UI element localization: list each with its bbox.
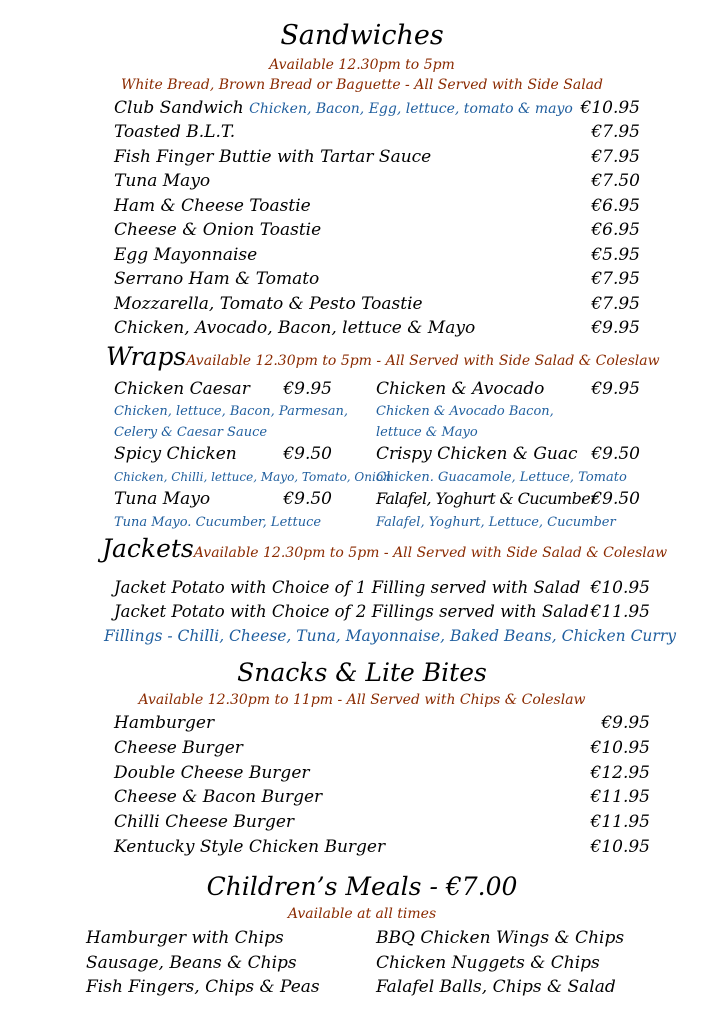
menu-item-price: €7.95 — [591, 122, 640, 142]
childrens-item: Sausage, Beans & Chips — [86, 953, 297, 973]
menu-item-price: €5.95 — [591, 244, 640, 265]
wrap-item-desc: Chicken. Guacamole, Lettuce, Tomato — [376, 470, 627, 485]
wrap-item-desc: Chicken, lettuce, Bacon, Parmesan, — [114, 404, 348, 419]
menu-item-name: Tuna Mayo — [114, 171, 211, 191]
jackets-note: Available 12.30pm to 5pm - All Served with Side Salad & Coleslaw — [193, 545, 668, 561]
wrap-item-desc: lettuce & Mayo — [376, 425, 478, 440]
menu-item-name: Egg Mayonnaise — [114, 244, 258, 265]
menu-item-name: Cheese & Onion Toastie — [114, 220, 322, 240]
menu-item-price: €7.50 — [591, 171, 640, 191]
menu-item-club-sandwich — [114, 98, 573, 118]
wrap-item-price: €9.50 — [283, 444, 332, 464]
wrap-item-name: Chicken Caesar — [114, 379, 250, 399]
wrap-item-name: Crispy Chicken & Guac — [376, 444, 578, 464]
wrap-item-desc: Chicken, Chilli, lettuce, Mayo, Tomato, Onion — [114, 470, 391, 484]
menu-item-price: €10.95 — [590, 837, 650, 857]
wrap-item-name: Tuna Mayo — [114, 489, 211, 509]
wrap-item-price: €9.95 — [591, 379, 640, 399]
childrens-item: Hamburger with Chips — [86, 928, 284, 948]
menu-item-name: Kentucky Style Chicken Burger — [114, 837, 386, 857]
jacket-item-name: Jacket Potato with Choice of 1 Filling served with Salad — [114, 578, 581, 597]
wraps-note: Available 12.30pm to 5pm - All Served with Side Salad & Coleslaw — [186, 353, 660, 369]
childrens-item: BBQ Chicken Wings & Chips — [376, 928, 625, 948]
menu-item-name: Chicken, Avocado, Bacon, lettuce & Mayo — [114, 318, 476, 338]
wrap-item-price: €9.95 — [283, 379, 332, 399]
wrap-item-desc: Falafel, Yoghurt, Lettuce, Cucumber — [376, 515, 616, 530]
menu-item-name: Serrano Ham & Tomato — [114, 269, 320, 289]
childrens-item: Fish Fingers, Chips & Peas — [86, 977, 320, 997]
jacket-item-price: €11.95 — [590, 602, 650, 622]
menu-item-price: €6.95 — [591, 195, 640, 216]
snacks-title: Snacks & Lite Bites — [237, 658, 487, 687]
menu-item-name: Fish Finger Buttie with Tartar Sauce — [114, 146, 432, 167]
wrap-item-name: Spicy Chicken — [114, 444, 237, 464]
menu-item-price: €7.95 — [591, 269, 640, 289]
jacket-item-name: Jacket Potato with Choice of 2 Fillings served with Salad — [114, 602, 589, 621]
sandwiches-availability: Available 12.30pm to 5pm — [269, 57, 455, 73]
wrap-item-price: €9.50 — [283, 489, 332, 509]
wrap-item-desc: Celery & Caesar Sauce — [114, 425, 268, 440]
menu-item-name: Cheese & Bacon Burger — [114, 787, 323, 808]
wrap-item-price: €9.50 — [591, 489, 640, 509]
menu-item-price: €7.95 — [591, 146, 640, 167]
menu-item-name: Ham & Cheese Toastie — [114, 195, 311, 216]
menu-item-price: €10.95 — [590, 737, 650, 758]
menu-item-name: Hamburger — [114, 713, 215, 733]
menu-item-name: Mozzarella, Tomato & Pesto Toastie — [114, 293, 423, 314]
sandwiches-note: White Bread, Brown Bread or Baguette - All Served with Side Salad — [121, 77, 603, 93]
wrap-item-desc: Chicken & Avocado Bacon, — [376, 404, 554, 419]
wrap-item-name: Falafel, Yoghurt & Cucumber — [376, 489, 598, 508]
menu-item-price: €9.95 — [591, 318, 640, 338]
wrap-item-desc: Tuna Mayo. Cucumber, Lettuce — [114, 515, 322, 530]
menu-item-price: €12.95 — [590, 762, 650, 783]
jackets-heading — [102, 534, 667, 563]
childrens-meals-note: Available at all times — [287, 906, 437, 922]
snacks-note: Available 12.30pm to 11pm - All Served with Chips & Coleslaw — [138, 692, 586, 708]
jackets-title: Jackets — [102, 534, 194, 563]
childrens-item: Chicken Nuggets & Chips — [376, 953, 600, 973]
menu-item-price: €9.95 — [601, 713, 650, 733]
wraps-title: Wraps — [106, 342, 187, 371]
jacket-fillings: Fillings - Chilli, Cheese, Tuna, Mayonnaise, Baked Beans, Chicken Curry — [104, 627, 676, 645]
menu-item-price: €11.95 — [590, 812, 650, 833]
wrap-item-name: Chicken & Avocado — [376, 379, 545, 399]
item-price: €10.95 — [580, 98, 640, 118]
item-description: Chicken, Bacon, Egg, lettuce, tomato & mayo — [249, 101, 573, 117]
jacket-item-price: €10.95 — [590, 578, 650, 598]
childrens-item: Falafel Balls, Chips & Salad — [376, 977, 616, 997]
menu-item-name: Toasted B.L.T. — [114, 122, 236, 142]
wraps-heading — [106, 342, 660, 371]
menu-item-name: Double Cheese Burger — [114, 762, 310, 783]
menu-item-name: Chilli Cheese Burger — [114, 812, 295, 833]
menu-item-price: €6.95 — [591, 220, 640, 240]
menu-item-price: €11.95 — [590, 787, 650, 808]
menu-item-name: Cheese Burger — [114, 737, 243, 758]
sandwiches-title: Sandwiches — [280, 20, 444, 51]
item-name: Club Sandwich — [114, 98, 244, 118]
childrens-meals-title: Children’s Meals - €7.00 — [206, 872, 518, 901]
menu-item-price: €7.95 — [591, 293, 640, 314]
wrap-item-price: €9.50 — [591, 444, 640, 464]
